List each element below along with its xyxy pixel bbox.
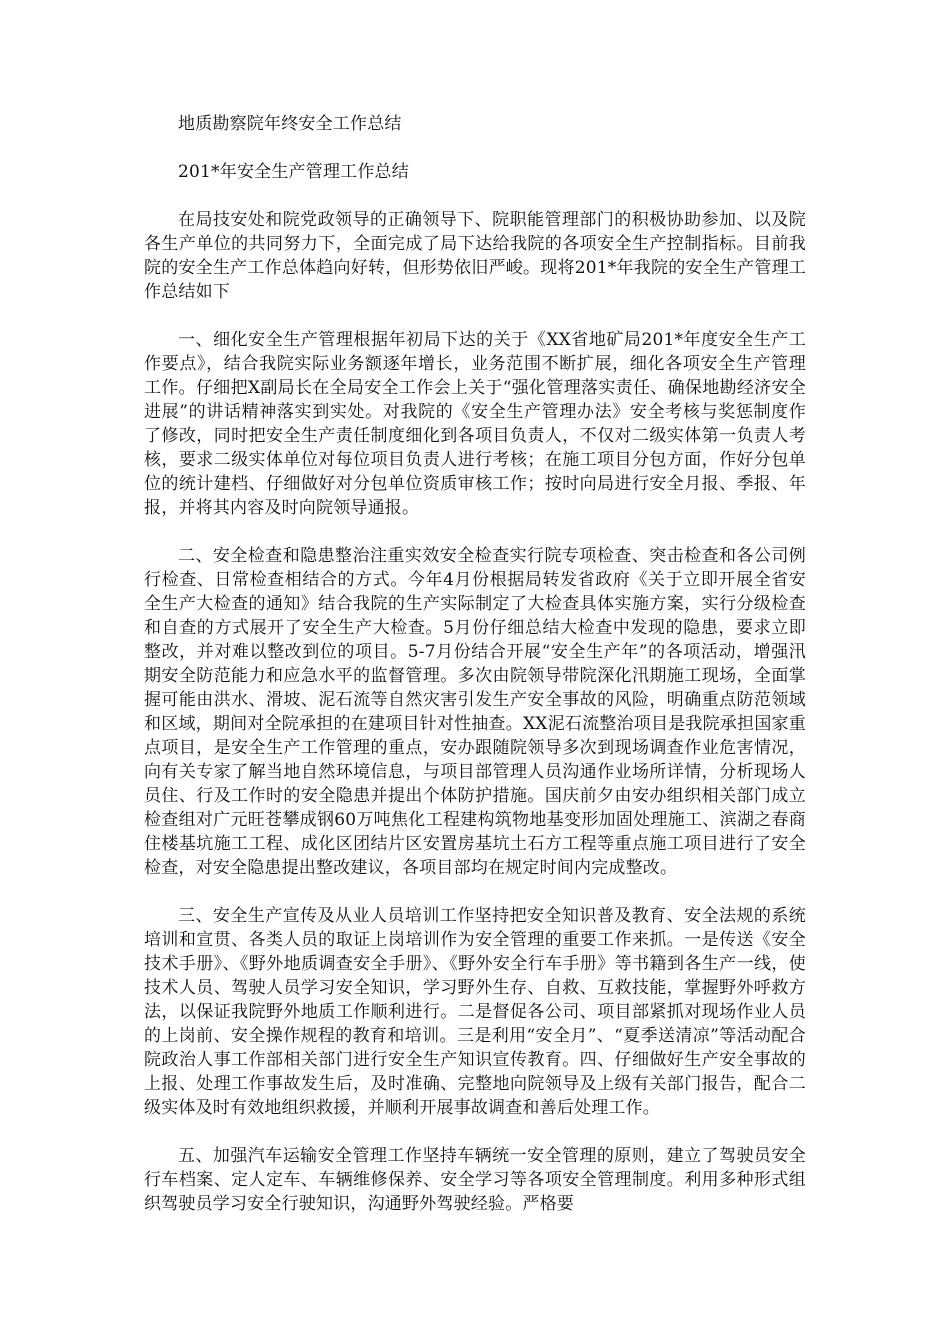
paragraph-section-3: 三、安全生产宣传及从业人员培训工作坚持把安全知识普及教育、安全法规的系统培训和宣贯、各类人员的取证上岗培训作为安全管理的重要工作来抓。一是传送《安全技术手册》、《野外地质调查安全手册》、《野外安全行车手册》等书籍到各生产一线，使技术人员、驾驶人员学习安全知识，学习野外生存、自救、互救技能，掌握野外呼救方法，以保证我院野外地质工作顺利进行。二是督促各公司、项目部紧抓对现场作业人员的上岗前、安全操作规程的教育和培训。三是利用“安全月”、“夏季送清凉”等活动配合院政治人事工作部相关部门进行安全生产知识宣传教育。四、仔细做好生产安全事故的上报、处理工作事故发生后，及时准确、完整地向院领导及上级有关部门报告，配合二级实体及时有效地组织救援，并顺利开展事故调查和善后处理工作。 bbox=[144, 906, 806, 1118]
paragraph-section-5: 五、加强汽车运输安全管理工作坚持车辆统一安全管理的原则，建立了驾驶员安全行车档案、定人定车、车辆维修保养、安全学习等各项安全管理制度。利用多种形式组织驾驶员学习安全行驶知识，沟通野外驾驶经验。严格要 bbox=[144, 1146, 806, 1214]
paragraph-section-1: 一、细化安全生产管理根据年初局下达的关于《XX省地矿局201*年度安全生产工作要点》，结合我院实际业务额逐年增长，业务范围不断扩展，细化各项安全生产管理工作。仔细把X副局长在全局安全工作会上关于“强化管理落实责任、确保地勘经济安全进展”的讲话精神落实到实处。对我院的《安全生产管理办法》安全考核与奖惩制度作了修改，同时把安全生产责任制度细化到各项目负责人，不仅对二级实体第一负责人考核，要求二级实体单位对每位项目负责人进行考核；在施工项目分包方面，作好分包单位的统计建档、仔细做好对分包单位资质审核工作；按时向局进行安全月报、季报、年报，并将其内容及时向院领导通报。 bbox=[144, 330, 806, 518]
paragraph-intro: 在局技安处和院党政领导的正确领导下、院职能管理部门的积极协助参加、以及院各生产单位的共同努力下，全面完成了局下达给我院的各项安全生产控制指标。目前我院的安全生产工作总体趋向好转，但形势依旧严峻。现将201*年我院的安全生产管理工作总结如下 bbox=[144, 210, 806, 302]
document-title: 地质勘察院年终安全工作总结 bbox=[178, 114, 402, 134]
paragraph-section-2: 二、安全检查和隐患整治注重实效安全检查实行院专项检查、突击检查和各公司例行检查、日常检查相结合的方式。今年4月份根据局转发省政府《关于立即开展全省安全生产大检查的通知》结合我院的生产实际制定了大检查具体实施方案，实行分级检查和自查的方式展开了安全生产大检查。5月份仔细总结大检查中发现的隐患，要求立即整改，并对难以整改到位的项目。5-7月份结合开展“安全生产年”的各项活动，增强汛期安全防范能力和应急水平的监督管理。多次由院领导带院深化汛期施工现场，全面掌握可能由洪水、滑坡、泥石流等自然灾害引发生产安全事故的风险，明确重点防范领域和区域，期间对全院承担的在建项目针对性抽查。XX泥石流整治项目是我院承担国家重点项目，是安全生产工作管理的重点，安办跟随院领导多次到现场调查作业危害情况，向有关专家了解当地自然环境信息，与项目部管理人员沟通作业场所详情，分析现场人员住、行及工作时的安全隐患并提出个体防护措施。国庆前夕由安办组织相关部门成立检查组对广元旺苍攀成钢60万吨焦化工程建构筑物地基变形加固处理施工、滨湖之春商住楼基坑施工工程、成化区团结片区安置房基坑土石方工程等重点施工项目进行了安全检查，对安全隐患提出整改建议，各项目部均在规定时间内完成整改。 bbox=[144, 546, 806, 878]
document-page bbox=[144, 112, 806, 1240]
document-subtitle: 201*年安全生产管理工作总结 bbox=[178, 162, 409, 182]
